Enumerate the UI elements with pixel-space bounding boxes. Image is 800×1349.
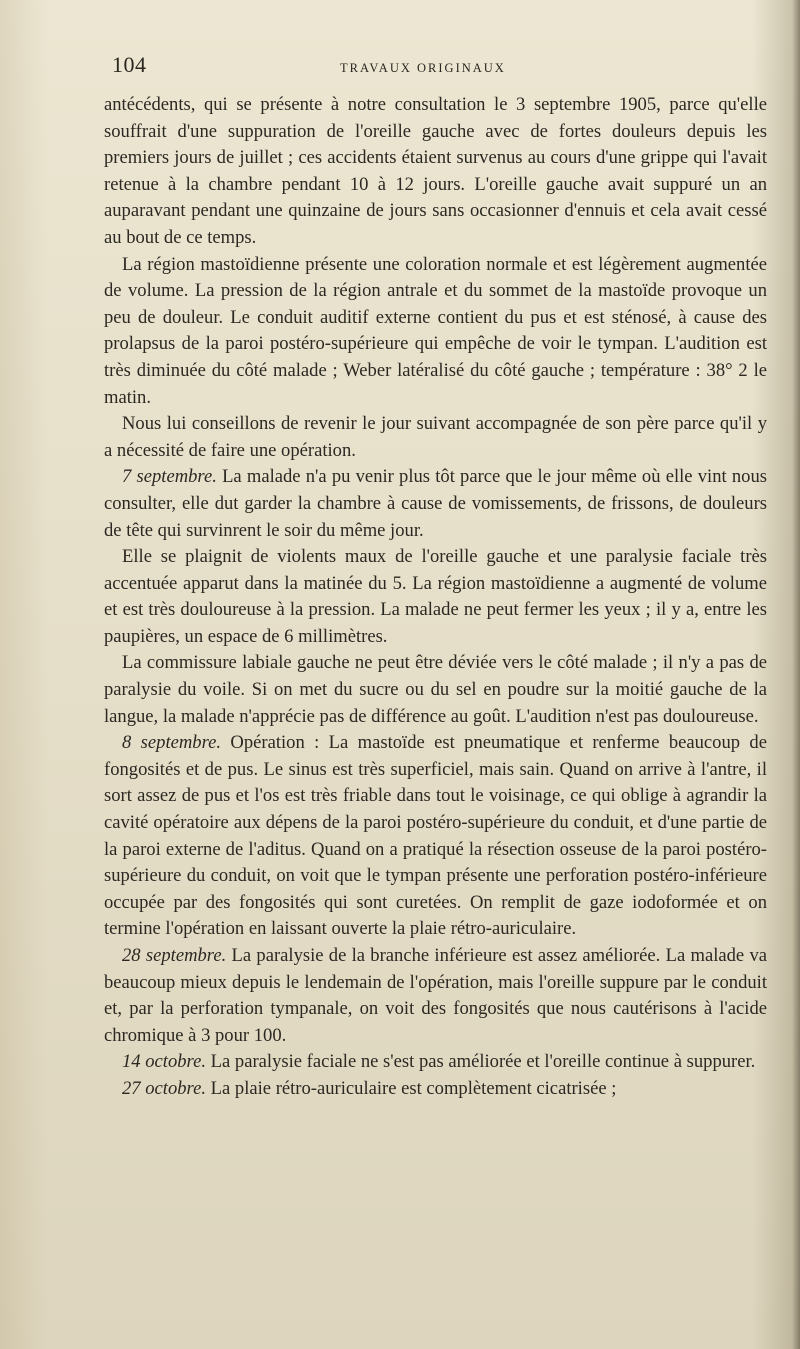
paragraph: Elle se plaignit de violents maux de l'oreille gauche et une paralysie faciale très accentuée apparut dans la matinée du 5. La région mastoïdienne a augmenté de volume et est très douloureuse à la pression. La malade ne peut fermer les yeux ; il y a, entre les paupières, un espace de 6 millimètres. <box>104 546 767 647</box>
entry-date: 14 octobre. <box>122 1051 206 1073</box>
paragraph: La région mastoïdienne présente une coloration normale et est légèrement augmentée de volume. La pression de la région antrale et du sommet de la mastoïde provoque un peu de douleur. Le conduit auditif externe contient du pus et est sténosé, à cause des prolapsus de la paroi postéro-supérieure qui empêche de voir le tympan. L'audition est très diminuée du côté malade ; Weber latéralisé du côté gauche ; température : 38° 2 le matin. <box>104 253 767 408</box>
paragraph: 7 septembre. La malade n'a pu venir plus tôt parce que le jour même où elle vint nous consulter, elle dut garder la chambre à cause de vomissements, de frissons, de douleurs de tête qui survinrent le soir du même jour. <box>104 466 767 541</box>
page-edge-shadow <box>792 0 800 1349</box>
running-title: TRAVAUX ORIGINAUX <box>340 61 506 75</box>
paragraph: La commissure labiale gauche ne peut être déviée vers le côté malade ; il n'y a pas de paralysie du voile. Si on met du sucre ou du sel en poudre sur la moitié gauche de la langue, la malade n'apprécie pas de différence au goût. L'audition n'est pas douloureuse. <box>104 652 767 727</box>
paragraph: 28 septembre. La paralysie de la branche inférieure est assez améliorée. La malade va beaucoup mieux depuis le lendemain de l'opération, mais l'oreille suppure par le conduit et, par la perforation tympanale, on voit des fongosités que nous cautérisons à l'acide chromique à 3 pour 100. <box>104 945 767 1046</box>
entry-date: 7 septembre. <box>122 466 217 488</box>
entry-date: 8 septembre. <box>122 732 222 754</box>
paragraph: 14 octobre. La paralysie faciale ne s'est pas améliorée et l'oreille continue à suppurer. <box>122 1051 756 1073</box>
article-body <box>104 92 767 1103</box>
entry-date: 28 septembre. <box>122 945 227 966</box>
entry-date: 27 octobre. <box>122 1077 206 1099</box>
paragraph: Nous lui conseillons de revenir le jour suivant accompagnée de son père parce qu'il y a nécessité de faire une opération. <box>104 413 767 461</box>
page-header <box>108 52 768 82</box>
page-number: 104 <box>112 52 147 77</box>
paragraph: 27 octobre. La plaie rétro-auriculaire est complètement cicatrisée ; <box>122 1077 617 1099</box>
paragraph: antécédents, qui se présente à notre consultation le 3 septembre 1905, parce qu'elle souffrait d'une suppuration de l'oreille gauche avec de fortes douleurs depuis les premiers jours de juillet ; ces accidents étaient survenus au cours d'une grippe qui l'avait retenue à la chambre pendant 10 à 12 jours. L'oreille gauche avait suppuré un an auparavant pendant une quinzaine de jours sans occasionner d'ennuis et cela avait cessé au bout de ce temps. <box>104 94 767 248</box>
paragraph: 8 septembre. Opération : La mastoïde est pneumatique et renferme beaucoup de fongosités et de pus. Le sinus est très superficiel, mais sain. Quand on arrive à l'antre, il sort assez de pus et l'os est très friable dans tout le voisinage, ce qui oblige à agrandir la cavité opératoire aux dépens de la paroi postéro-supérieure du conduit, et d'une partie de la paroi externe de l'aditus. Quand on a pratiqué la résection osseuse de la paroi postéro-supérieure du conduit, on voit que le tympan présente une perforation postéro-inférieure occupée par des fongosités qui sont curetées. On remplit de gaze iodoformée et on termine l'opération en laissant ouverte la plaie rétro-auriculaire. <box>104 732 767 940</box>
